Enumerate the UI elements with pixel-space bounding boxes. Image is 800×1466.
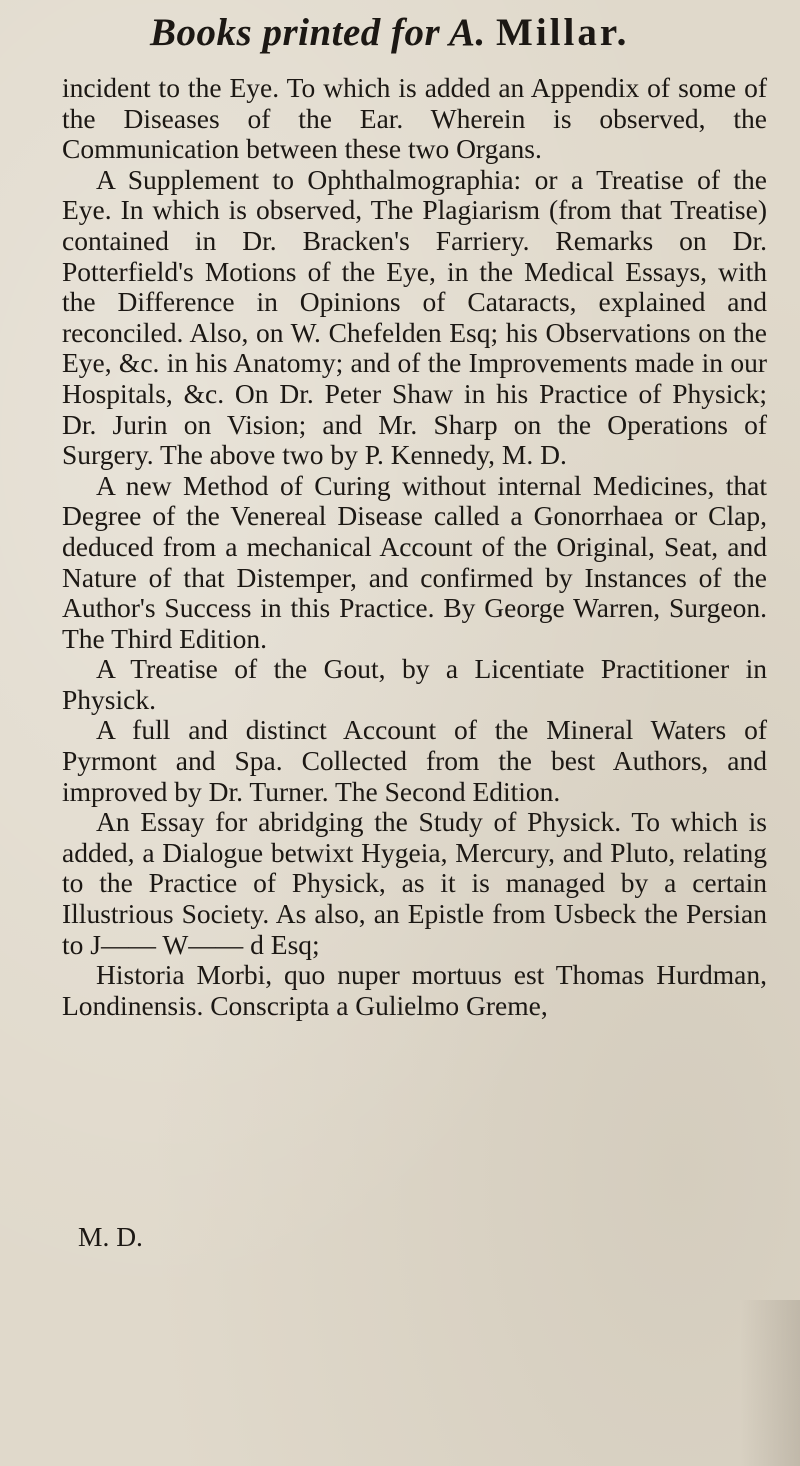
page-edge-shadow <box>740 1300 800 1466</box>
header-publisher-name: Millar. <box>496 11 630 54</box>
entry-ophthalmographia-continued: incident to the Eye. To which is added an Appendix of some of the Diseases of the Ear. Wherein is observed, the Communication between these two Organs. <box>62 72 767 165</box>
running-header <box>150 10 629 55</box>
entry-essay-physick: An Essay for abridging the Study of Physick. To which is added, a Dialogue betwixt Hygeia, Mercury, and Pluto, relating to the Practice of Physick, as it is managed by a certain Illustrious Society. As also, an Epistle from Usbeck the Persian to J—— W—— d Esq; <box>62 806 767 960</box>
entry-supplement-ophthalmographia: A Supplement to Ophthalmographia: or a Treatise of the Eye. In which is observed, The Plagiarism (from that Treatise) contained in Dr. Bracken's Farriery. Remarks on Dr. Potterfield's Motions of the Eye, in the Medical Essays, with the Difference in Opinions of Cataracts, explained and reconciled. Also, on W. Chefelden Esq; his Observations on the Eye, &c. in his Anatomy; and of the Improvements made in our Hospitals, &c. On Dr. Peter Shaw in his Practice of Physick; Dr. Jurin on Vision; and Mr. Sharp on the Operations of Surgery. The above two by P. Kennedy, M. D. <box>62 163 767 471</box>
entry-treatise-gout: A Treatise of the Gout, by a Licentiate Practitioner in Physick. <box>62 653 767 715</box>
advertisement-list <box>62 73 767 1021</box>
entry-signature: M. D. <box>78 1221 143 1252</box>
entry-historia-morbi: Historia Morbi, quo nuper mortuus est Thomas Hurdman, Londinensis. Conscripta a Gulielmo Greme, <box>62 959 767 1021</box>
entry-venereal-method: A new Method of Curing without internal Medicines, that Degree of the Venereal Disease called a Gonorrhaea or Clap, deduced from a mechanical Account of the Original, Seat, and Nature of that Distemper, and confirmed by Instances of the Author's Success in this Practice. By George Warren, Surgeon. The Third Edition. <box>62 469 767 654</box>
entry-mineral-waters: A full and distinct Account of the Mineral Waters of Pyrmont and Spa. Collected from the best Authors, and improved by Dr. Turner. The Second Edition. <box>62 714 767 807</box>
header-prefix: Books printed for A. <box>150 11 497 54</box>
